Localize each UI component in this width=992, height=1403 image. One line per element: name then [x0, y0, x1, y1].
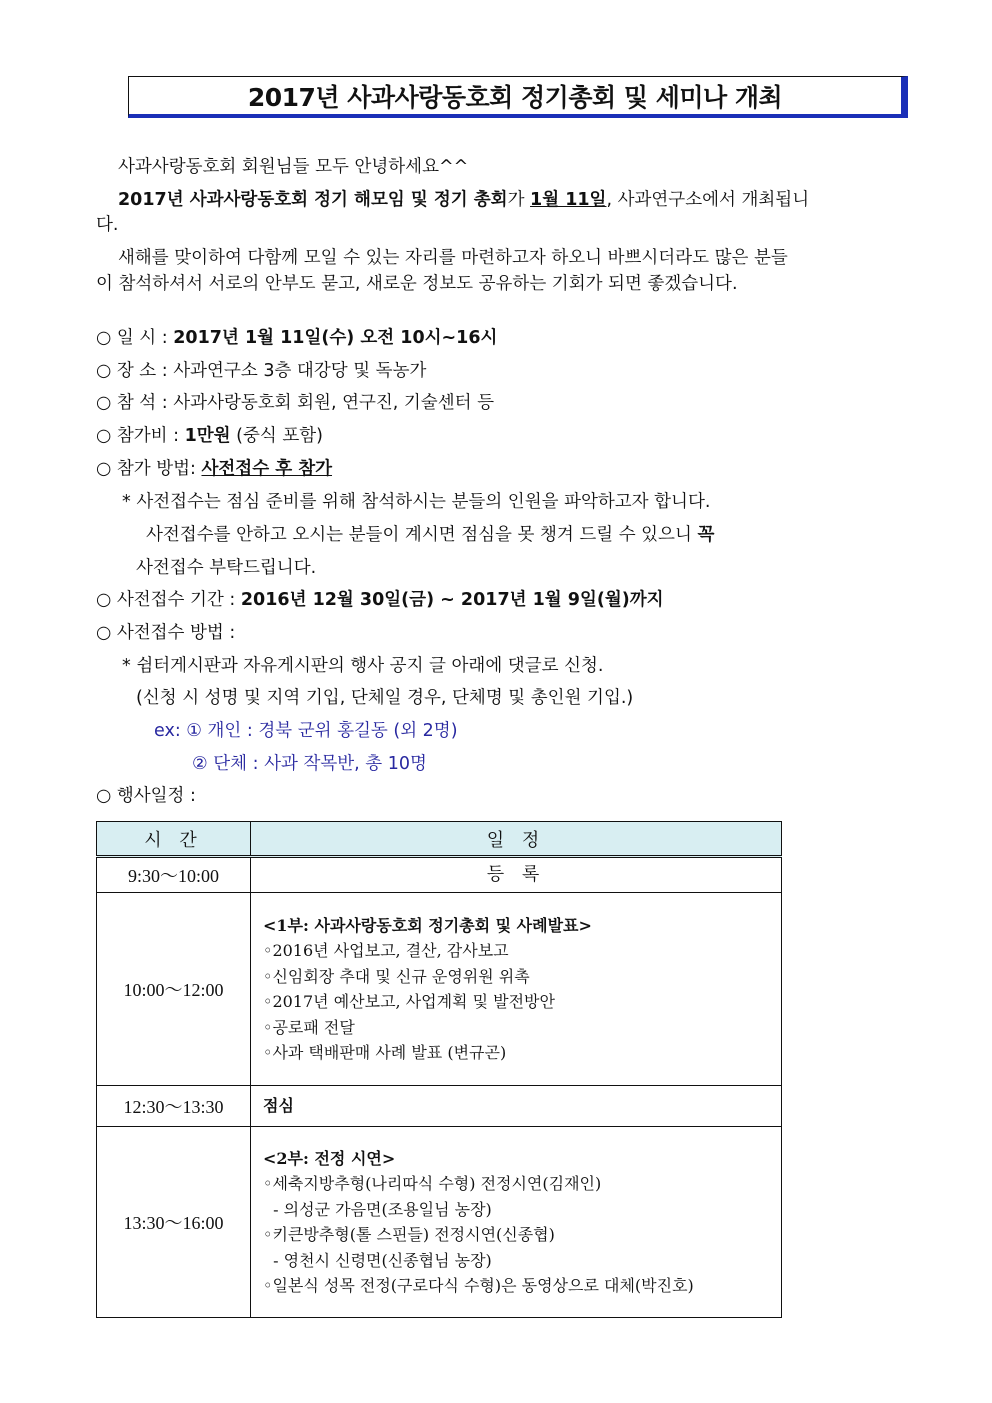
detail-date: ○ 일 시 : 2017년 1월 11일(수) 오전 10시~16시 [96, 328, 498, 348]
method-note-2: 사전접수를 안하고 오시는 분들이 계시면 점심을 못 챙겨 드릴 수 있으니 꼭 [146, 525, 715, 545]
row-event [251, 1127, 782, 1318]
list-item: ◦2016년 사업보고, 결산, 감사보고 [263, 941, 509, 960]
session-2-title: <2부: 전정 시연> [263, 1148, 396, 1168]
detail-period: ○ 사전접수 기간 : 2016년 12월 30일(금) ~ 2017년 1월 9일(월)까지 [96, 590, 664, 610]
intro-invite-1: 새해를 맞이하여 다함께 모일 수 있는 자리를 마련하고자 하오니 바쁘시더라도 많은 분들 [118, 248, 788, 268]
list-item: ◦2017년 예산보고, 사업계획 및 발전방안 [263, 992, 555, 1011]
row-time: 10:00～12:00 [97, 893, 251, 1086]
table-row [97, 893, 782, 1086]
how-note-2: (신청 시 성명 및 지역 기입, 단체일 경우, 단체명 및 총인원 기입.) [136, 688, 634, 708]
header-event: 일 정 [251, 822, 782, 857]
meeting-date-highlight: 1월 11일 [530, 190, 607, 210]
intro-announcement: 2017년 사과사랑동호회 정기 해모임 및 정기 총회가 1월 11일, 사과연구소에서 개최됩니 [118, 190, 810, 210]
detail-fee: ○ 참가비 : 1만원 (중식 포함) [96, 426, 323, 446]
row-event: 점심 [251, 1086, 782, 1127]
example-individual: ex: ① 개인 : 경북 군위 홍길동 (외 2명) [154, 721, 458, 741]
row-time: 13:30～16:00 [97, 1127, 251, 1318]
list-item: ◦일본식 성목 전정(구로다식 수형)은 동영상으로 대체(박진호) [263, 1276, 694, 1295]
schedule-table [96, 821, 782, 1318]
intro-greeting: 사과사랑동호회 회원님들 모두 안녕하세요^^ [118, 157, 469, 177]
row-event [251, 893, 782, 1086]
example-group: ② 단체 : 사과 작목반, 총 10명 [192, 754, 427, 774]
list-item: ◦사과 택배판매 사례 발표 (변규곤) [263, 1043, 507, 1062]
detail-method: ○ 참가 방법: 사전접수 후 참가 [96, 459, 333, 479]
detail-how: ○ 사전접수 방법 : [96, 623, 236, 643]
intro-invite-2: 이 참석하셔서 서로의 안부도 묻고, 새로운 정보도 공유하는 기회가 되면 좋겠습니다. [96, 274, 738, 294]
detail-place: ○ 장 소 : 사과연구소 3층 대강당 및 독농가 [96, 361, 427, 381]
list-item: - 의성군 가음면(조용일님 농장) [263, 1199, 492, 1219]
title-box [128, 76, 908, 118]
row-event: 등 록 [251, 857, 782, 893]
table-row [97, 857, 782, 893]
schedule-header-row [97, 822, 782, 857]
list-item: ◦공로패 전달 [263, 1017, 355, 1037]
table-row [97, 1127, 782, 1318]
page-title: 2017년 사과사랑동호회 정기총회 및 세미나 개최 [247, 82, 783, 112]
detail-schedule: ○ 행사일정 : [96, 786, 196, 806]
table-row [97, 1086, 782, 1127]
how-note-1: * 쉼터게시판과 자유게시판의 행사 공지 글 아래에 댓글로 신청. [122, 656, 604, 676]
list-item: - 영천시 신령면(신종협님 농장) [263, 1250, 492, 1270]
method-note-3: 사전접수 부탁드립니다. [136, 558, 317, 578]
list-item: ◦신임회장 추대 및 신규 운영위원 위촉 [263, 966, 530, 986]
method-note-1: * 사전접수는 점심 준비를 위해 참석하시는 분들의 인원을 파악하고자 합니다. [122, 492, 711, 512]
session-1-title: <1부: 사과사랑동호회 정기총회 및 사례발표> [263, 915, 592, 935]
row-time: 9:30～10:00 [97, 857, 251, 893]
list-item: ◦세축지방추형(나리따식 수형) 전정시연(김재인) [263, 1174, 602, 1193]
list-item: ◦키큰방추형(톨 스핀들) 전정시연(신종협) [263, 1225, 555, 1244]
detail-attendees: ○ 참 석 : 사과사랑동호회 회원, 연구진, 기술센터 등 [96, 393, 494, 413]
row-time: 12:30～13:30 [97, 1086, 251, 1127]
intro-announcement-end: 다. [96, 215, 119, 235]
header-time: 시 간 [97, 822, 251, 857]
